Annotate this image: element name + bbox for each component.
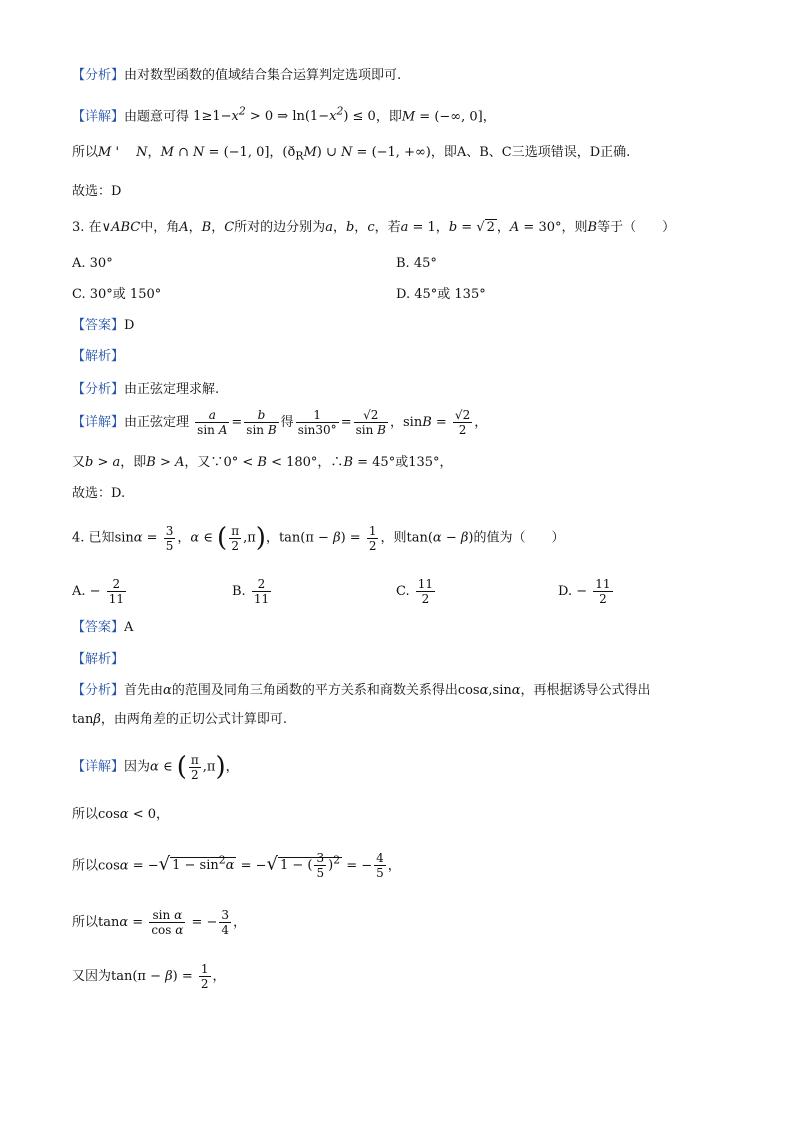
fraction: $\frac{3}{5}$ [165,523,174,553]
reason-line: 又b > a，即B > A，又∵0° < B < 180°，∴B = 45°或135°， [72,455,453,470]
stem-d: ，若 [374,220,401,235]
analysis-a: 首先由 [124,683,164,698]
stem-f: 等于（ ） [597,220,676,235]
question-number: 4. [72,530,85,546]
analysis-text: 由正弦定理求解. [124,382,220,397]
detail-prefix: 由正弦定理 [124,415,190,430]
ji-text: ，即 [120,455,147,470]
analysis-line-4b: tanβ，由两角差的正切公式计算即可. [72,712,288,727]
suoyi: 所以 [72,858,99,874]
analysis-line-3 [72,380,219,400]
option-b: B. $\frac{2}{11}$ [232,577,270,606]
option-a: A. 30° [72,256,113,271]
fraction: $\frac{1}{\sin 30^\circ}$ [297,408,337,437]
stem-c: 所对的边分别为 [234,220,326,235]
stem-a: 在 [88,220,102,235]
option-a: A. − $\frac{2}{11}$ [72,577,124,606]
suoyi: 所以 [72,915,99,930]
option-d: D. − $\frac{11}{2}$ [558,577,611,606]
fraction: $\frac{b}{\text{sin B}}$ [246,408,277,437]
formula: $1\ge 1-x^2 > 0$ ⇒ $\ln(1-x^2) \le 0$ [193,105,376,125]
fraction: $\frac{1}{2}$ [368,523,377,553]
option-c: C. 30°或 150° [72,287,162,302]
detail-label: 【详解】 [72,415,125,430]
formula-result: B = 45°或135° [343,455,440,470]
line-suffix: ，即A、B、C三选项错误，D正确. [430,145,631,160]
detail-label: 【详解】 [72,109,125,125]
solution-label: 【解析】 [72,652,125,667]
solution-label-line [72,650,124,670]
formula-range: 0° < B < 180° [223,455,318,470]
formula-sets: M ' N，M ∩ N = (−1, 0]，$(ð_RM)$ ∪ N = (−1, +∞) [98,145,431,163]
so-text: ，∴ [317,455,344,470]
answer-label: 【答案】 [72,318,125,333]
you2-text: ，又∵ [184,455,224,470]
suoyi: 所以 [72,807,99,822]
detail-line: 【详解】由题意可得 $1\ge 1-x^2 > 0$ ⇒ $\ln(1-x^2) \le 0$，即M = (−∞, 0]， [72,105,496,125]
triangle-symbol: ∨ABC [101,220,141,235]
tan-expr: tan(π − β) = [278,530,365,546]
option-label: D. [558,584,573,599]
step-tan-beta: 又因为tan(π − β) = $\frac{1}{2}$ ， [72,962,226,991]
stem-b: 中，角 [140,220,180,235]
option-label: B. [232,584,246,599]
detail-label: 【详解】 [72,759,125,775]
detail-text: 由题意可得 [124,109,190,125]
answer-line [72,316,134,336]
step-cos-sign: 所以cosα < 0， [72,807,170,822]
sides: a，b，c [325,220,375,235]
analysis-b: 的范围及同角三角函数的平方关系和商数关系得出 [171,683,458,698]
you-text: 又 [72,455,86,470]
answer-value: A [124,620,134,635]
fraction: $\frac{a}{\text{sin A}}$ [197,408,228,437]
detail-mid: ，即 [375,109,402,125]
step-cos-value: 所以cosα = −√ $1 - \sin^2\alpha$ = −√ 1 − ( $\frac{3}{5}$ )$^2$ = − $\frac{4}{5}$ ， [72,851,401,881]
formula-m: M = (−∞, 0] [401,109,483,125]
youyinwei: 又因为 [72,969,112,984]
step-tan-alpha: 所以tanα = $\frac{\text{sin α}}{\text{cos α}}$ = − $\frac{3}{4}$ ， [72,908,247,937]
analysis-line [72,66,401,86]
detail-line-3: 【详解】由正弦定理 $\frac{a}{\text{sin A}}$ = $\frac{b}{\text{sin B}}$ 得 $\frac{1}{\sin 30^\circ}$ = $\frac{√2}{\text{sin B}}$ ，sinB = $\frac{√2}{2}$ ， [72,408,488,437]
option-label: A. [72,584,86,599]
solution-label-line [72,347,124,367]
analysis-d: ，由两角差的正切公式计算即可. [100,712,288,727]
question-4-stem: 4. 已知sinα = $\frac{3}{5}$ ，α ∈ ( $\frac{\pi}{2}$ ,π)，tan(π − β) = $\frac{1}{2}$ ，则tan(α − β)的值为（ ） [72,523,565,553]
conditions: a = 1，b = √ 2 ，A = 30° [400,220,562,235]
conclusion-text: 故选：D [72,184,122,199]
question-3-stem [72,218,675,238]
detail-de: 得 [280,415,294,430]
solution-label: 【解析】 [72,349,125,364]
answer-value: D [124,318,135,333]
set-line [72,143,630,167]
alpha-range: α ∈ [190,530,218,546]
fraction: $\frac{\pi}{2}$ [231,523,240,553]
answer-label: 【答案】 [72,620,125,635]
sinB: sinB = [402,415,451,430]
analysis-c: ，再根据诱导公式得出 [520,683,651,698]
detail-yin: 因为 [124,759,151,775]
analysis-line-4: 【分析】首先由α的范围及同角三角函数的平方关系和商数关系得出cosα,sinα，再根据诱导公式得出 [72,683,651,698]
formula-b-gt-a: b > a [85,455,121,470]
stem-ze: ，则 [380,530,407,546]
analysis-text: 由对数型函数的值域结合集合运算判定选项即可. [124,68,402,83]
question-number: 3. [72,220,85,235]
analysis-label: 【分析】 [72,382,125,397]
option-label: C. [396,584,410,599]
line-prefix: 所以 [72,145,99,160]
formula-B-gt-A: B > A [146,455,185,470]
tan-target: tan(α − β) [406,530,474,546]
fraction: $\frac{√2}{\text{sin B}}$ [355,408,386,437]
angles: A，B，C [179,220,235,235]
fraction: $\frac{√2}{2}$ [454,408,471,437]
analysis-label: 【分析】 [72,68,125,83]
option-d: D. 45°或 135° [396,287,486,302]
conclusion-line-3 [72,484,125,504]
option-b: B. 45° [396,256,437,271]
conclusion-text: 故选：D. [72,486,126,501]
detail-line-4: 【详解】因为α ∈ ( $\frac{\pi}{2}$ ,π)， [72,752,239,782]
answer-line [72,618,133,638]
analysis-label: 【分析】 [72,683,125,698]
conclusion-line [72,182,121,202]
target: B [587,220,598,235]
option-c: C. $\frac{11}{2}$ [396,577,434,606]
sin-alpha: sinα = [114,530,162,546]
stem-z: 的值为（ ） [473,530,565,546]
stem-e: ，则 [561,220,588,235]
stem-a: 已知 [88,530,115,546]
